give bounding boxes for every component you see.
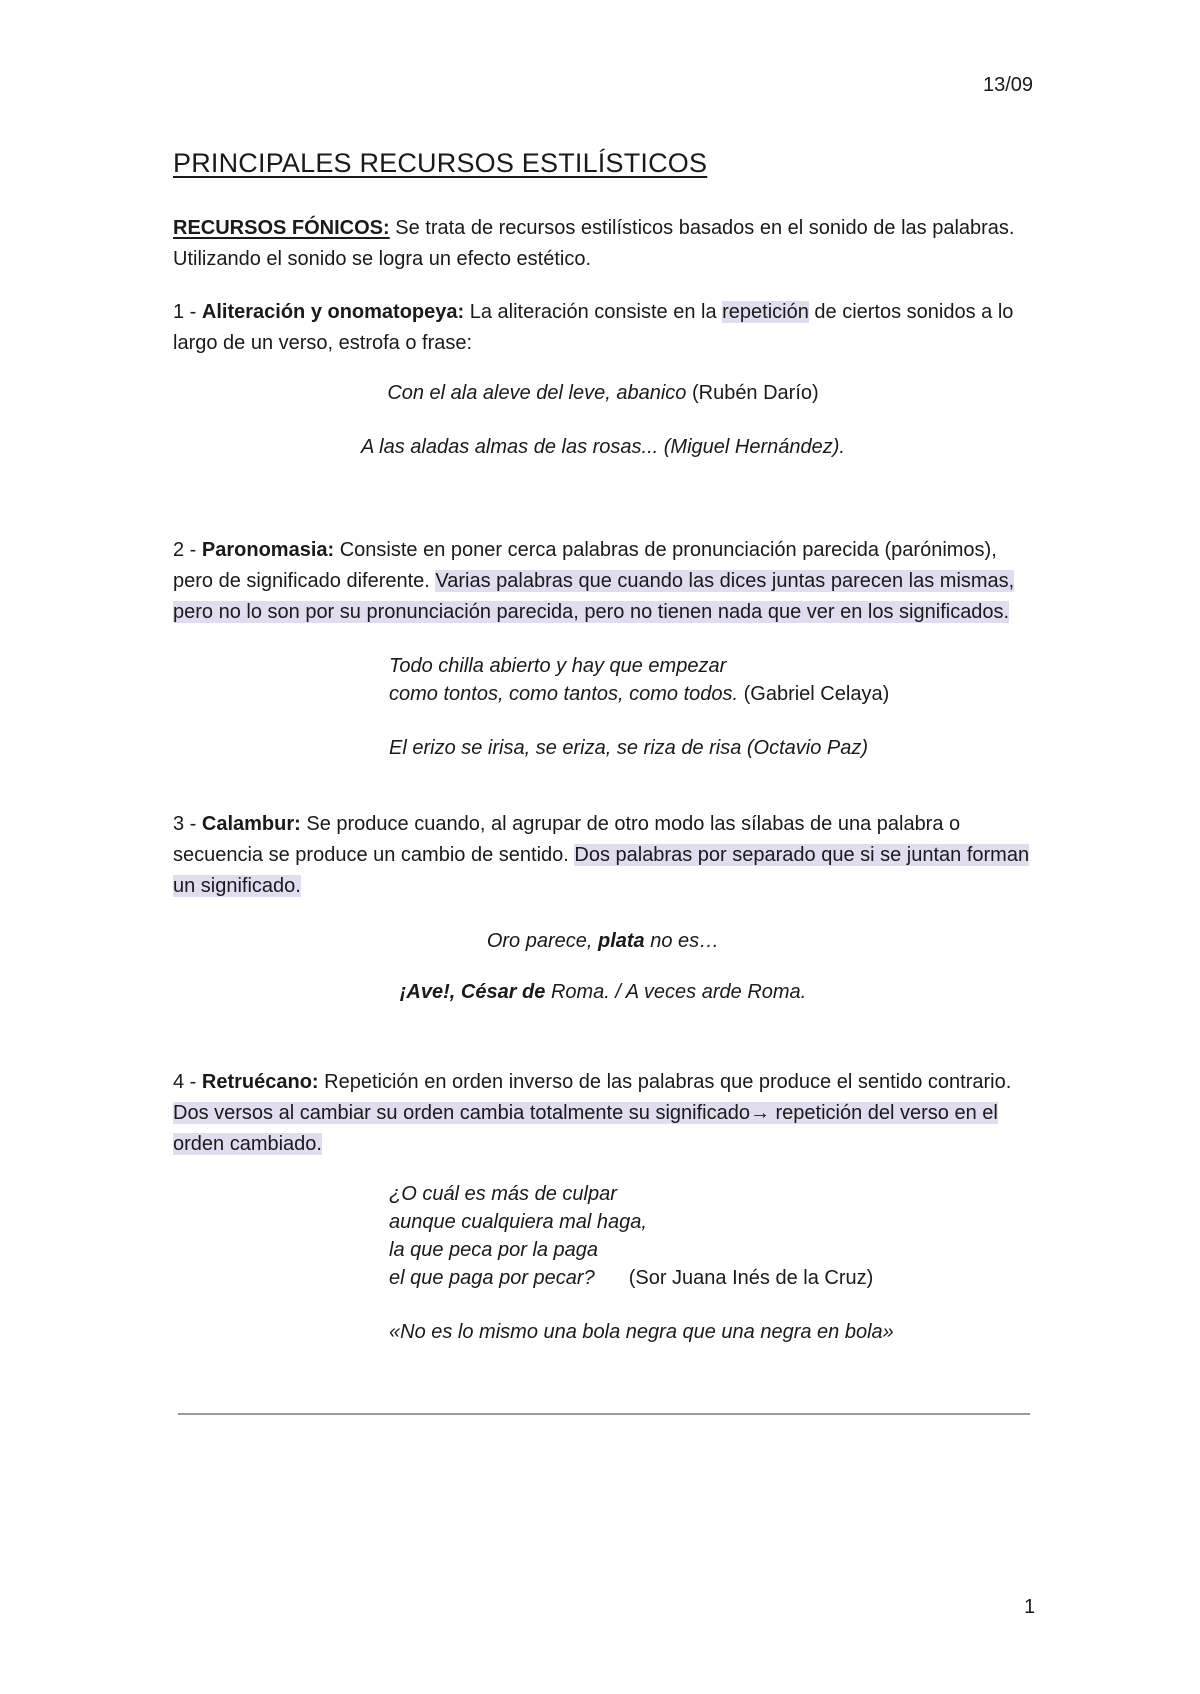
poem-line: ¿O cuál es más de culpar: [389, 1183, 617, 1205]
example-italic: El erizo se irisa, se eriza, se riza de risa (Octavio Paz): [389, 737, 869, 759]
page-date: 13/09: [983, 74, 1034, 96]
example-poem: [389, 652, 1029, 708]
intro-paragraph: [173, 213, 1033, 275]
section-aliteracion: [173, 297, 1033, 359]
highlighted-text: Dos versos al cambiar su orden cambia totalmente su significado→ repetición del verso en el orden cambiado.: [173, 1102, 998, 1155]
intro-text: Se trata de recursos estilísticos basados en el sonido de las palabras. Utilizando el sonido se logra un efecto estético.: [173, 217, 1015, 270]
horizontal-divider: [178, 1413, 1030, 1415]
example-author: (Gabriel Celaya): [738, 683, 890, 705]
example-italic: Con el ala aleve del leve, abanico: [387, 382, 687, 404]
page-number: 1: [1024, 1596, 1036, 1618]
section-term: Aliteración y onomatopeya:: [201, 301, 465, 323]
section-term: Paronomasia:: [201, 539, 335, 561]
poem-line: [389, 680, 1029, 708]
example-italic: no es…: [644, 930, 720, 952]
highlighted-text: Dos palabras por separado que si se juntan forman un significado.: [173, 844, 1030, 897]
section-term: Calambur:: [201, 813, 301, 835]
section-text: de ciertos sonidos a lo largo de un verso, estrofa o frase:: [173, 301, 1014, 354]
poem-line: la que peca por la paga: [389, 1239, 599, 1261]
highlighted-text: repetición: [722, 301, 809, 323]
intro-heading: RECURSOS FÓNICOS:: [173, 217, 390, 239]
example-line: [389, 734, 1029, 762]
poem-line: [389, 1264, 1029, 1292]
poem-line-italic: el que paga por pecar?: [389, 1267, 595, 1289]
poem-line: aunque cualquiera mal haga,: [389, 1211, 647, 1233]
section-text: La aliteración consiste en la: [464, 301, 723, 323]
example-bold: plata: [598, 930, 645, 952]
section-number: 3 -: [173, 813, 202, 835]
section-paronomasia: [173, 535, 1033, 628]
example-italic: «No es lo mismo una bola negra que una negra en bola»: [389, 1321, 894, 1343]
example-line: [173, 926, 1033, 957]
example-quote: [389, 1318, 1029, 1346]
section-number: 2 -: [173, 539, 202, 561]
example-italic: Roma. / A veces arde Roma.: [545, 981, 807, 1003]
section-text: Consiste en poner cerca palabras de pronunciación parecida (parónimos), pero de significado diferente.: [173, 539, 997, 592]
section-text: Se produce cuando, al agrupar de otro modo las sílabas de una palabra o secuencia se produce un cambio de sentido.: [173, 813, 961, 866]
example-line: [173, 378, 1033, 409]
example-line: [173, 977, 1033, 1008]
section-calambur: [173, 809, 1033, 902]
example-poem: [389, 1180, 1029, 1292]
highlighted-text: Varias palabras que cuando las dices juntas parecen las mismas, pero no lo son por su pronunciación parecida, pero no tienen nada que ver en los significados.: [173, 570, 1015, 623]
example-author: (Rubén Darío): [686, 382, 819, 404]
example-italic: A las aladas almas de las rosas... (Miguel Hernández).: [361, 436, 845, 458]
example-italic: Oro parece,: [486, 930, 598, 952]
section-number: 1 -: [173, 301, 202, 323]
example-author: (Sor Juana Inés de la Cruz): [628, 1267, 874, 1289]
section-retruecano: [173, 1067, 1033, 1160]
poem-line: Todo chilla abierto y hay que empezar: [389, 655, 727, 677]
section-number: 4 -: [173, 1071, 202, 1093]
section-term: Retruécano:: [201, 1071, 319, 1093]
section-text: Repetición en orden inverso de las palabras que produce el sentido contrario.: [318, 1071, 1012, 1093]
example-line: [173, 432, 1033, 463]
poem-line-italic: como tontos, como tantos, como todos.: [389, 683, 739, 705]
example-bold: ¡Ave!, César de: [399, 981, 546, 1003]
page-title: PRINCIPALES RECURSOS ESTILÍSTICOS: [173, 148, 708, 178]
